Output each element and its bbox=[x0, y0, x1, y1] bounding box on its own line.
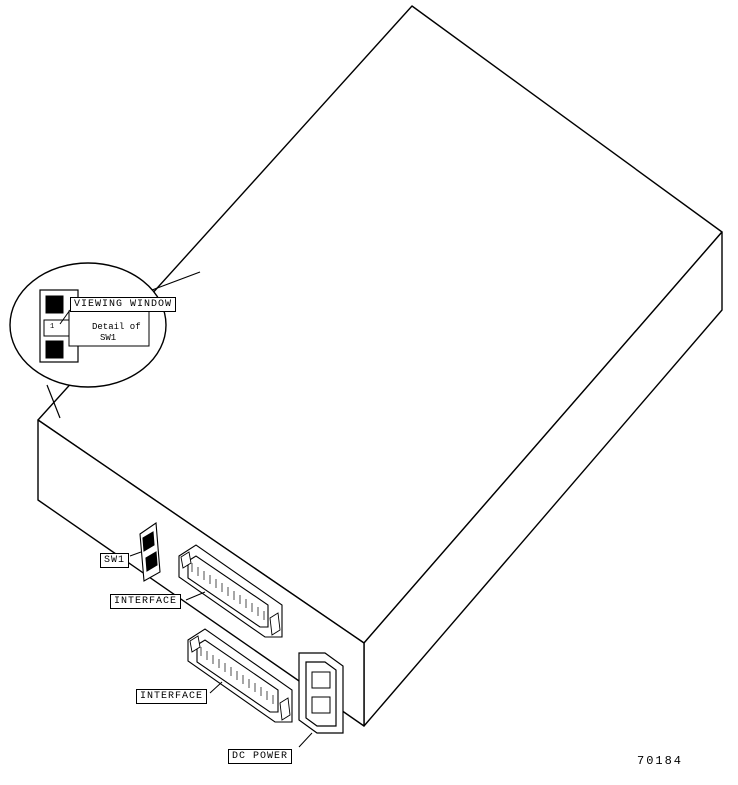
figure-number: 70184 bbox=[637, 754, 684, 768]
callout-viewing-window: VIEWING WINDOW bbox=[70, 297, 176, 312]
detail-of-sw1-text bbox=[92, 322, 141, 344]
dc-power-leader bbox=[299, 733, 312, 747]
dc-power-pin-lower bbox=[312, 697, 330, 713]
callout-interface-upper: INTERFACE bbox=[110, 594, 181, 609]
callout-sw1: SW1 bbox=[100, 553, 129, 568]
dc-power-connector bbox=[299, 653, 343, 733]
callout-dc-power: DC POWER bbox=[228, 749, 292, 764]
switch-detail-rocker-bottom bbox=[46, 341, 63, 358]
sw1-switch-graphic bbox=[140, 523, 160, 581]
switch-detail-window bbox=[44, 320, 70, 336]
switch-detail-rocker-top bbox=[46, 296, 63, 313]
dc-power-pin-upper bbox=[312, 672, 330, 688]
callout-interface-lower: INTERFACE bbox=[136, 689, 207, 704]
interface-lower-leader bbox=[210, 682, 222, 693]
sw1-body bbox=[140, 523, 160, 581]
switch-position-number: 1 bbox=[50, 323, 55, 331]
detail-line-1: Detail of bbox=[92, 322, 141, 332]
detail-line-2: SW1 bbox=[100, 333, 117, 343]
